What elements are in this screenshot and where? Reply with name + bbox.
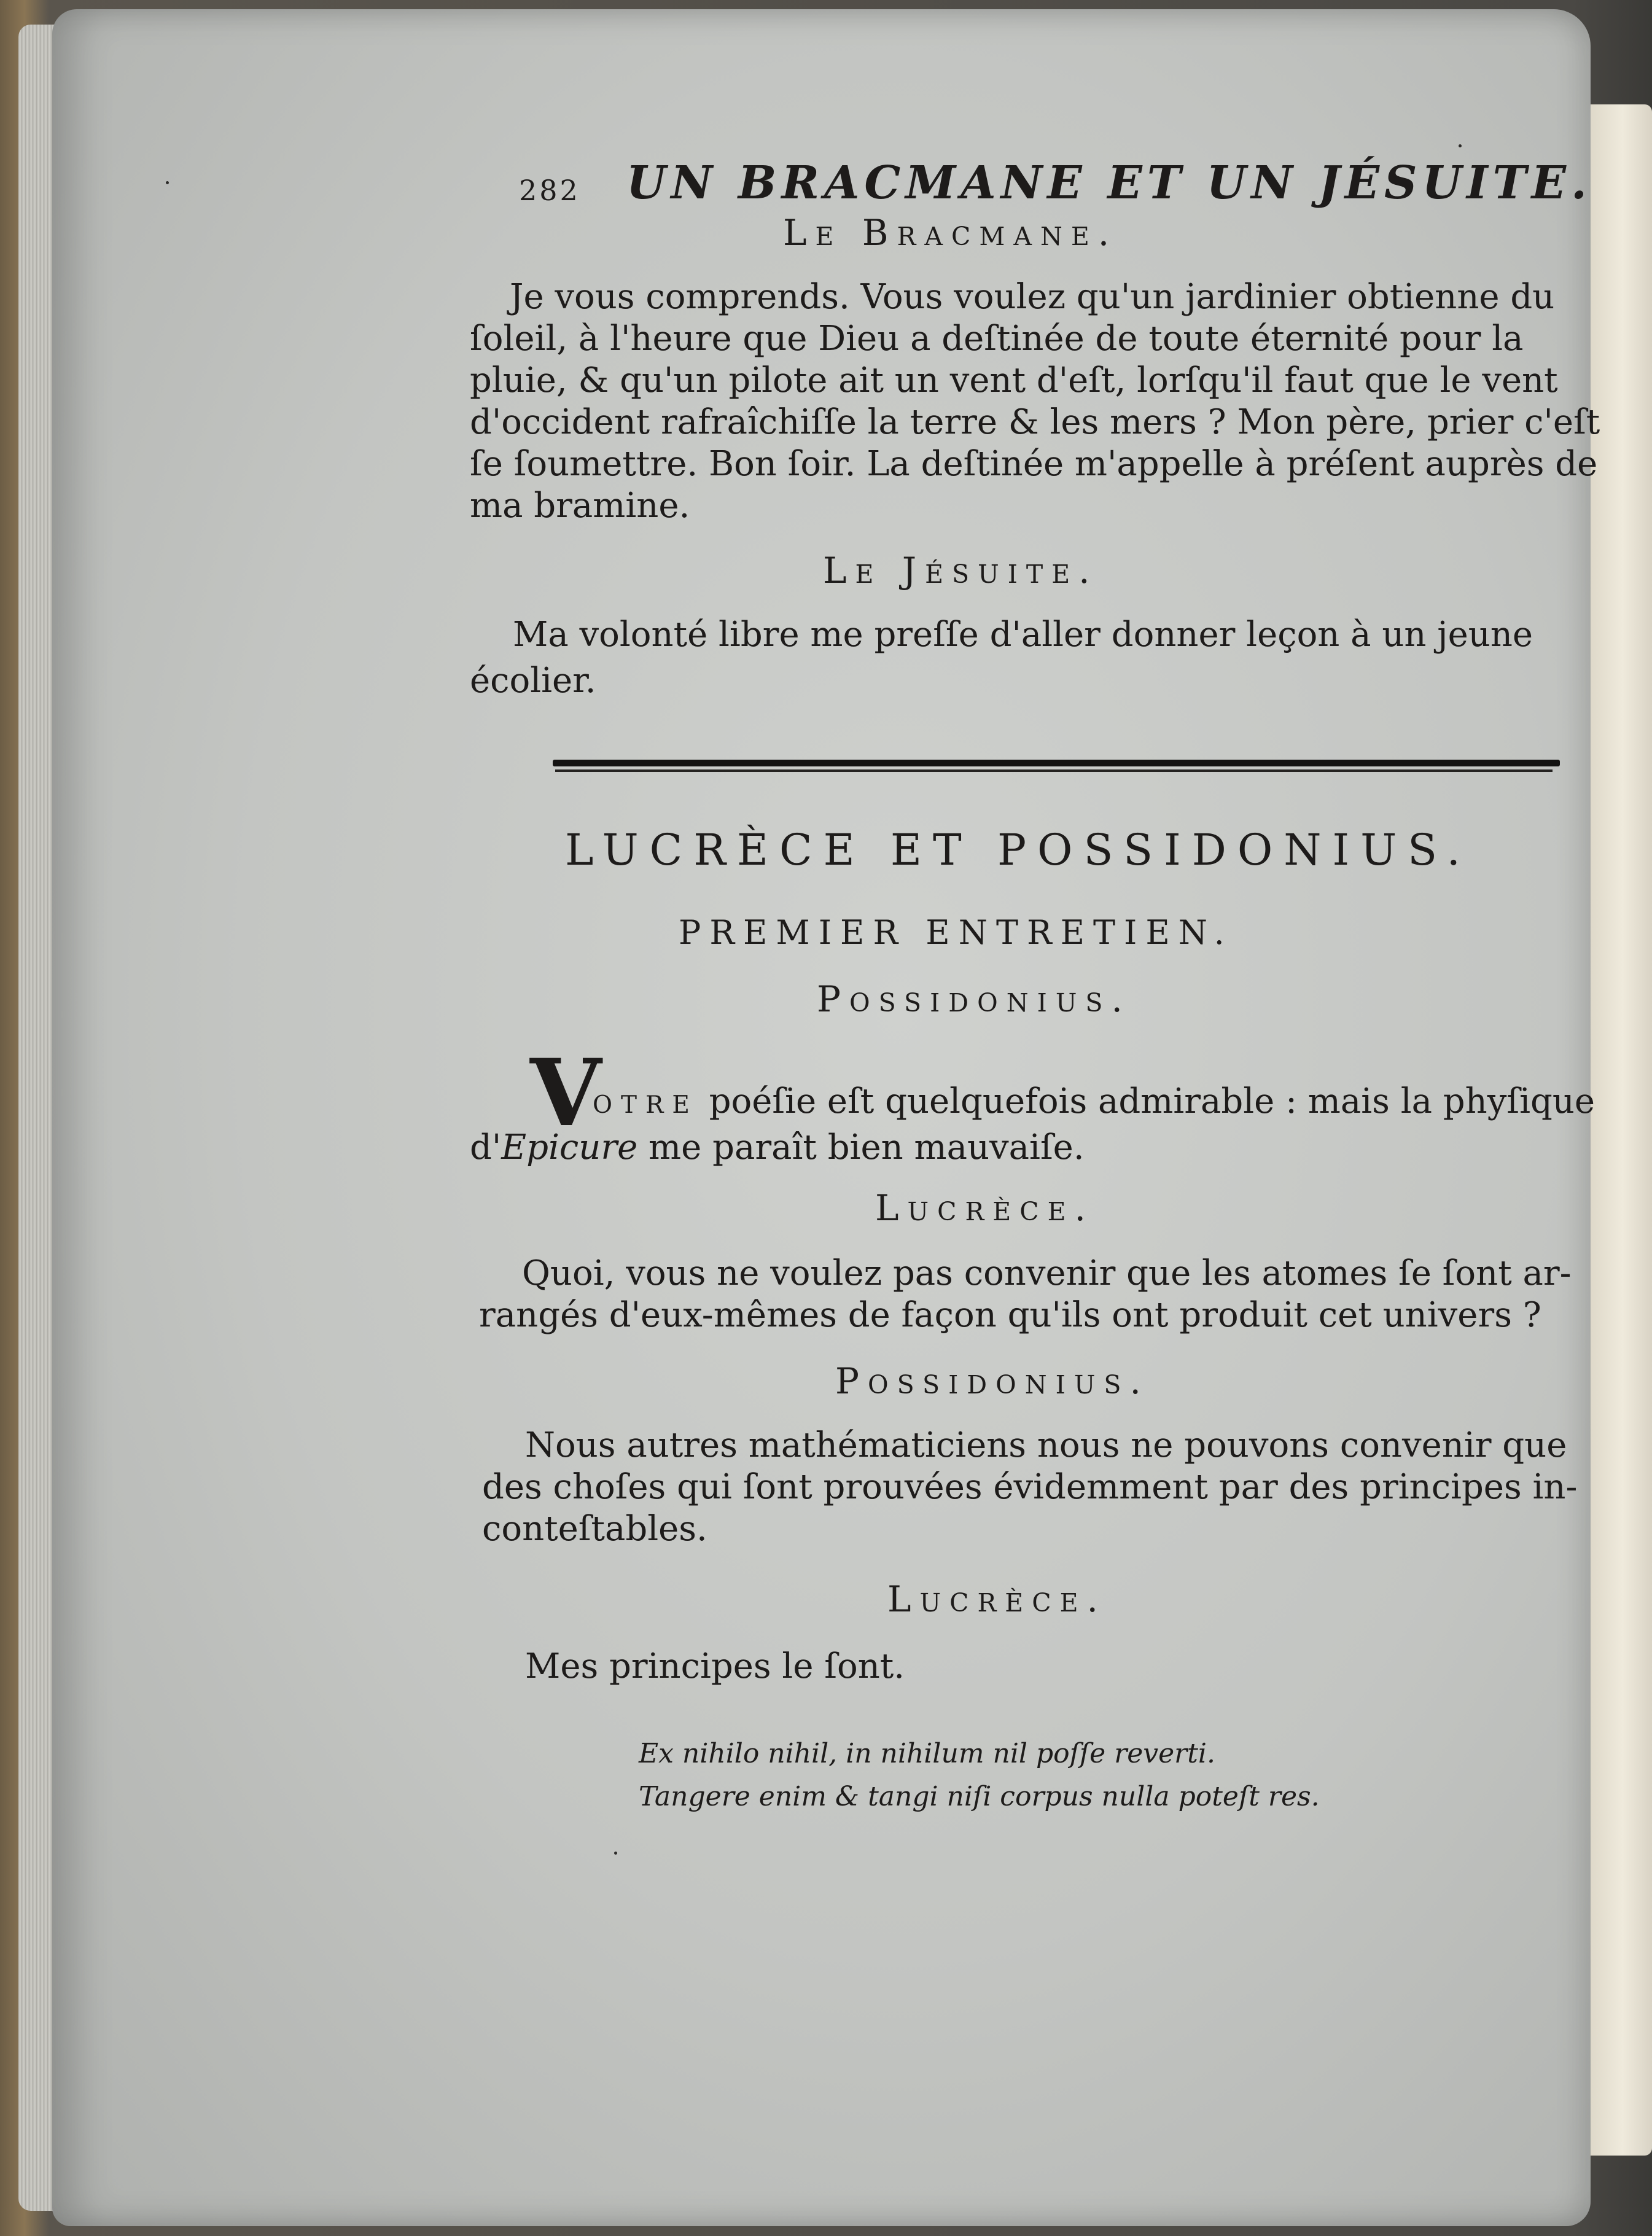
- running-head: [519, 157, 1592, 212]
- text-line: écolier.: [470, 661, 596, 701]
- text-line: [470, 1127, 1085, 1169]
- section-divider-rule: [553, 760, 1560, 773]
- speaker-heading: Lucrèce.: [875, 1187, 1094, 1229]
- text-line: ſe ſoumettre. Bon ſoir. La deſtinée m'appelle à préſent auprès de: [470, 444, 1598, 484]
- paper-speck: [1459, 144, 1462, 147]
- text-line: d'occident rafraîchiſſe la terre & les mers ? Mon père, prier c'eſt: [470, 402, 1600, 442]
- section-title: LUCRÈCE ET POSSIDONIUS.: [565, 825, 1471, 875]
- text-line: Mes principes le ſont.: [525, 1646, 905, 1686]
- section-subtitle: PREMIER ENTRETIEN.: [679, 913, 1233, 952]
- text-line: ſoleil, à l'heure que Dieu a deſtinée de toute éternité pour la: [470, 319, 1524, 359]
- text-line: [593, 1081, 1595, 1123]
- text-line: ma bramine.: [470, 486, 690, 526]
- book-page: [52, 9, 1600, 2226]
- text-line: pluie, & qu'un pilote ait un vent d'eſt, lorſqu'il faut que le vent: [470, 360, 1558, 400]
- line-text: me paraît bien mauvaiſe.: [649, 1128, 1085, 1167]
- verse-line: Ex nihilo nihil, in nihilum nil poſſe reverti.: [639, 1738, 1215, 1769]
- text-line: Ma volonté libre me preſſe d'aller donner leçon à un jeune: [513, 615, 1533, 655]
- text-line: Nous autres mathématiciens nous ne pouvons convenir que: [525, 1425, 1567, 1465]
- rule-thin-line: [555, 769, 1553, 772]
- paper-speck: [166, 181, 169, 184]
- line-prefix: d': [470, 1128, 502, 1167]
- speaker-heading: Lucrèce.: [887, 1578, 1107, 1620]
- paper-speck: [614, 1852, 617, 1855]
- text-line: conteſtables.: [482, 1509, 707, 1549]
- drop-capital: V: [530, 1039, 602, 1147]
- text-line: Quoi, vous ne voulez pas convenir que les atomes ſe ſont ar-: [522, 1253, 1572, 1293]
- line-text: poéſie eſt quelquefois admirable : mais la phyſique: [709, 1081, 1596, 1121]
- small-caps-word: otre: [593, 1081, 698, 1121]
- speaker-heading: Possidonius.: [835, 1360, 1150, 1402]
- text-line: rangés d'eux-mêmes de façon qu'ils ont produit cet univers ?: [479, 1295, 1541, 1335]
- page-number: 282: [519, 174, 580, 207]
- running-title: UN BRACMANE ET UN JÉSUITE.: [626, 157, 1592, 209]
- verse-line: Tangere enim & tangi niſi corpus nulla poteſt res.: [639, 1781, 1320, 1812]
- speaker-heading: Possidonius.: [817, 978, 1131, 1020]
- italic-name: Epicure: [501, 1128, 638, 1167]
- speaker-heading: Le Bracmane.: [783, 212, 1118, 254]
- text-line: Je vous comprends. Vous voulez qu'un jardinier obtienne du: [510, 277, 1555, 317]
- rule-thick-line: [553, 760, 1560, 766]
- text-line: des choſes qui ſont prouvées évidemment par des principes in-: [482, 1467, 1578, 1507]
- speaker-heading: Le Jésuite.: [823, 550, 1099, 591]
